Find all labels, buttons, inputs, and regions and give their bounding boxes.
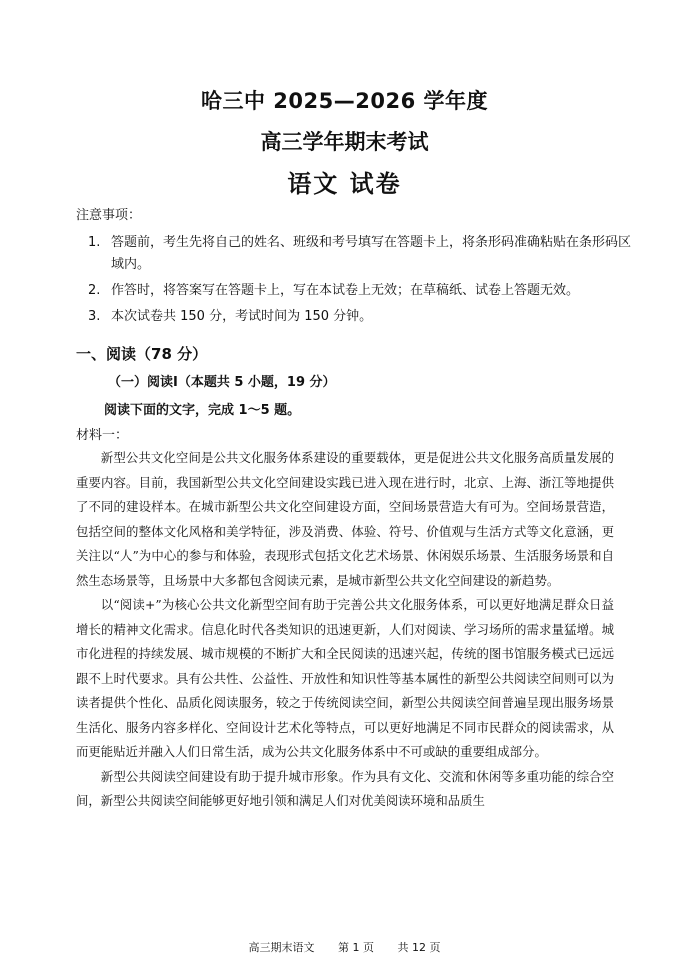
note-number: 3.: [88, 309, 101, 324]
exam-title: 高三学年期末考试: [260, 130, 429, 154]
note-text: 答题前，考生先将自己的姓名、班级和考号填写在答题卡上，将条形码准确粘贴在条形码区域内。: [111, 235, 632, 272]
subject-title: 语文 试卷: [287, 169, 402, 198]
notes-title: 注意事项：: [76, 208, 142, 223]
notes-section: [76, 206, 636, 332]
footer-total-pages: 共 12 页: [397, 941, 441, 954]
title-block: [0, 84, 689, 204]
note-item: [76, 232, 636, 276]
note-text: 本次试卷共 150 分，考试时间为 150 分钟。: [111, 309, 373, 324]
reading-instruction: 阅读下面的文字，完成 1～5 题。: [104, 403, 301, 418]
school-title: 哈三中 2025—2026 学年度: [200, 89, 489, 113]
section-subheading: （一）阅读Ⅰ（本题共 5 小题，19 分）: [108, 375, 336, 390]
note-item: [76, 280, 636, 302]
note-item: [76, 306, 636, 328]
section-heading: 一、阅读（78 分）: [76, 345, 208, 363]
footer-subject: 高三期末语文: [248, 941, 315, 954]
passage-paragraph: 以“阅读+”为核心公共文化新型空间有助于完善公共文化服务体系，可以更好地满足群众日益增长的精神文化需求。信息化时代各类知识的迅速更新，人们对阅读、学习场所的需求量猛增。城市化进程的持续发展、城市规模的不断扩大和全民阅读的迅速兴起，传统的图书馆服务模式已远远跟不上时代要求。具有公共性、公益性、开放性和知识性等基本属性的新型公共阅读空间则可以为读者提供个性化、品质化阅读服务，较之于传统阅读空间，新型公共阅读空间普遍呈现出服务场景生活化、服务内容多样化、空间设计艺术化等特点，可以更好地满足不同市民群众的阅读需求，从而更能贴近并融入人们日常生活，成为公共文化服务体系中不可或缺的重要组成部分。: [76, 597, 614, 759]
passage-paragraph: 新型公共文化空间是公共文化服务体系建设的重要载体，更是促进公共文化服务高质量发展的重要内容。目前，我国新型公共文化空间建设实践已进入现在进行时，北京、上海、浙江等地提供了不同的建设样本。在城市新型公共文化空间建设方面，空间场景营造大有可为。空间场景营造，包括空间的整体文化风格和美学特征，涉及消费、体验、符号、价值观与生活方式等文化意涵，更关注以“人”为中心的参与和体验，表现形式包括文化艺术场景、休闲娱乐场景、生活服务场景和自然生态场景等，且场景中大多都包含阅读元素，是城市新型公共文化空间建设的新趋势。: [76, 450, 614, 588]
page-footer: [0, 940, 689, 956]
passage-body: [76, 446, 614, 814]
note-number: 2.: [88, 283, 101, 298]
footer-page-number: 第 1 页: [338, 941, 374, 954]
note-text: 作答时，将答案写在答题卡上，写在本试卷上无效；在草稿纸、试卷上答题无效。: [111, 283, 580, 298]
passage-paragraph: 新型公共阅读空间建设有助于提升城市形象。作为具有文化、交流和休闲等多重功能的综合空间，新型公共阅读空间能够更好地引领和满足人们对优美阅读环境和品质生: [76, 768, 614, 808]
note-number: 1.: [88, 235, 101, 250]
material-label: 材料一：: [76, 428, 129, 443]
